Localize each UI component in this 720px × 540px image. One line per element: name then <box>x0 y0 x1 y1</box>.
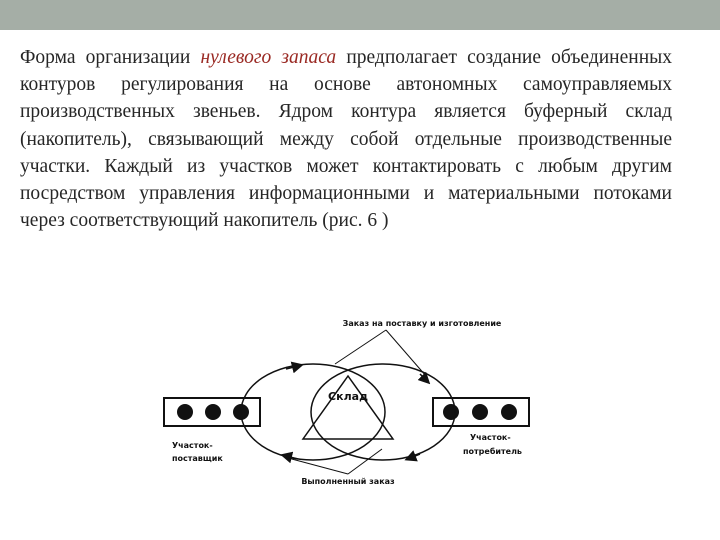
consumer-dot-3 <box>501 404 517 420</box>
paragraph-text-rest: предполагает создание объединенных контуров регулирования на основе автономных самоуправляемых производственных звеньев. Ядром контура является буферный склад (накопитель), связывающий между собой отдельные производственные участки. Каждый из участков может контактировать с любым другим посредством управления информационными и материальными потоками через соответствующий накопитель (рис. 6 ) <box>20 47 672 232</box>
consumer-label-line2: потребитель <box>463 447 522 456</box>
completed-order-label: Выполненный заказ <box>301 477 395 486</box>
left-control-loop <box>241 364 385 460</box>
consumer-dot-1 <box>443 404 459 420</box>
consumer-label-line1: Участок- <box>470 433 511 442</box>
top-decoration-bar <box>0 0 720 30</box>
zero-stock-diagram <box>158 308 538 498</box>
top-order-label: Заказ на поставку и изготовление <box>342 319 502 328</box>
consumer-dot-2 <box>472 404 488 420</box>
highlighted-term: нулевого запаса <box>200 47 337 68</box>
slide-paragraph <box>20 44 672 234</box>
top-label-pointer-left <box>335 330 386 364</box>
supplier-label-line1: Участок- <box>172 441 213 450</box>
warehouse-label: Склад <box>328 390 368 403</box>
supplier-label-line2: поставщик <box>172 454 223 463</box>
paragraph-text-start: Форма организации <box>20 47 201 68</box>
supplier-dot-2 <box>205 404 221 420</box>
supplier-dot-1 <box>177 404 193 420</box>
top-label-pointer-right <box>386 330 426 376</box>
